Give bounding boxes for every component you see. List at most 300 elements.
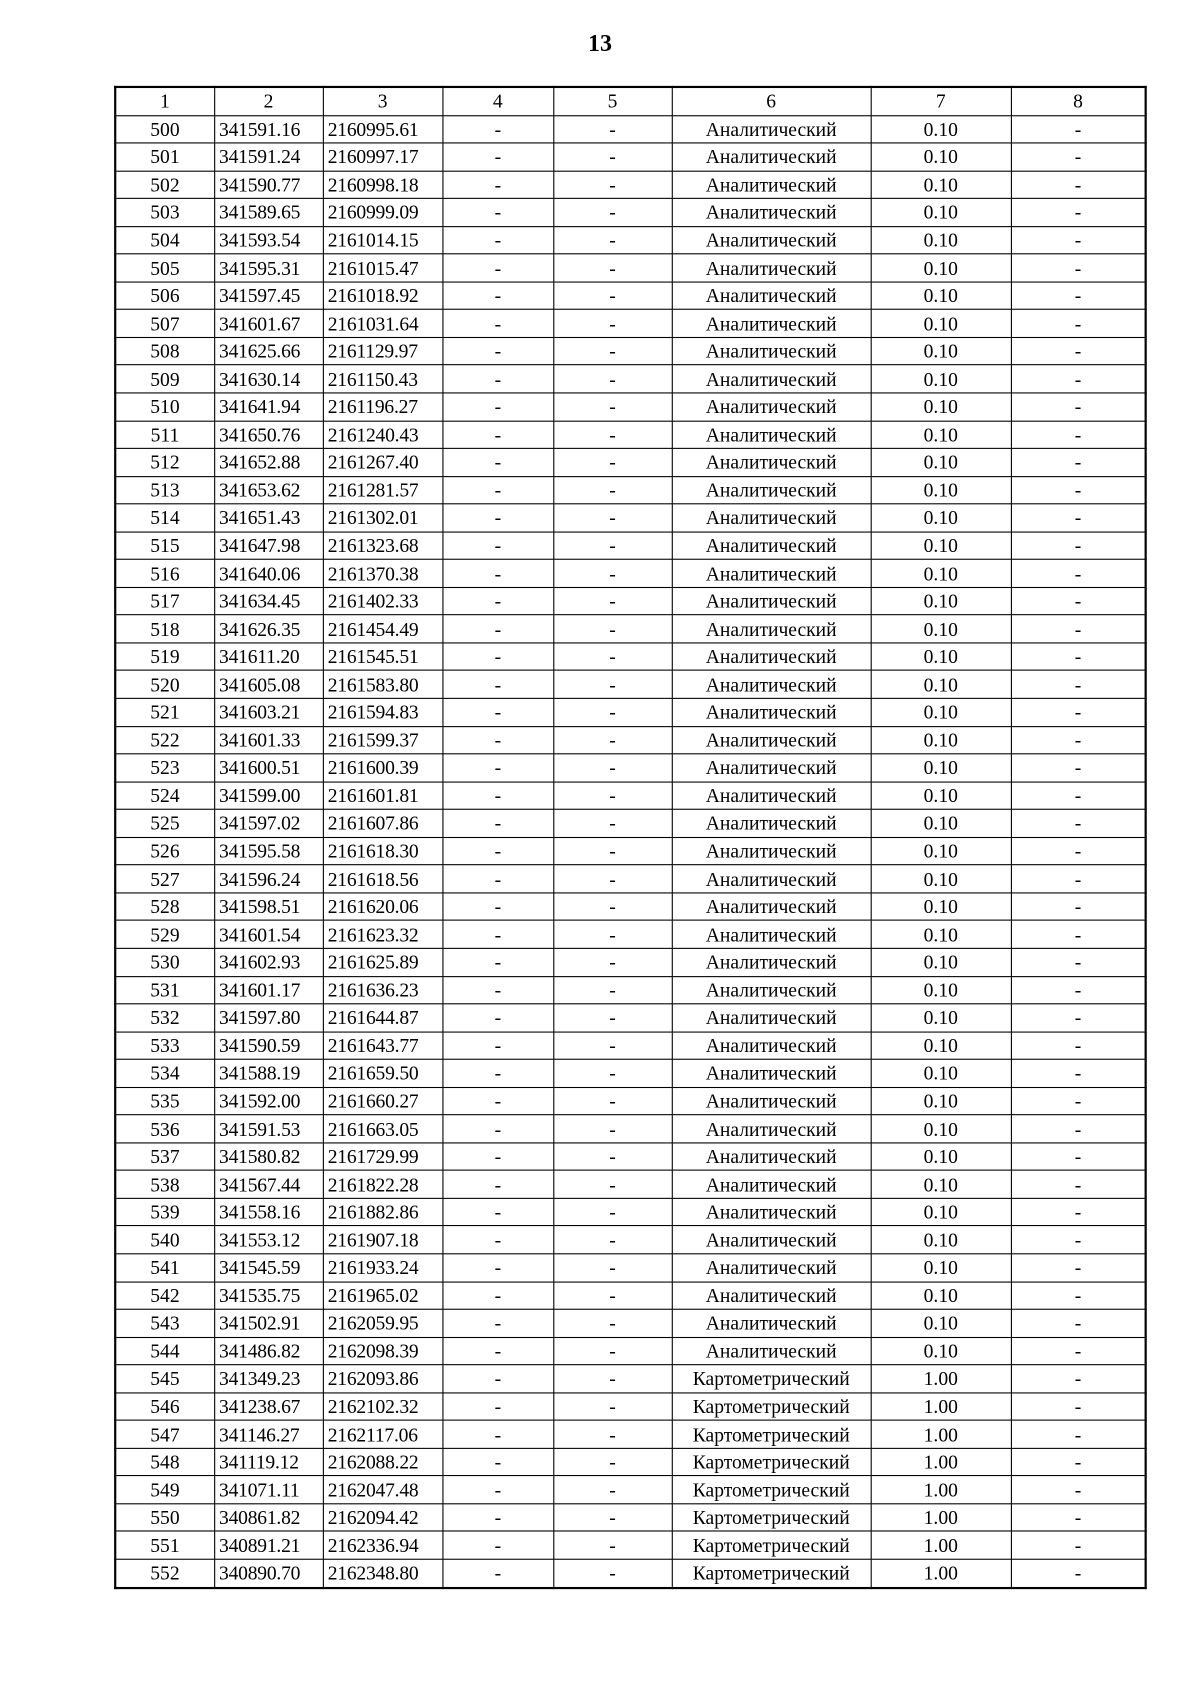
point-number-cell: 537 — [115, 1143, 214, 1171]
column-4-cell: - — [442, 448, 553, 476]
x-coordinate-cell: 341349.23 — [214, 1365, 323, 1393]
column-5-cell: - — [553, 143, 671, 171]
column-8-cell: - — [1011, 1254, 1146, 1282]
column-8-cell: - — [1011, 698, 1146, 726]
accuracy-cell: 0.10 — [871, 754, 1011, 782]
y-coordinate-cell: 2162336.94 — [323, 1531, 443, 1559]
method-cell: Аналитический — [672, 448, 871, 476]
point-number-cell: 551 — [115, 1531, 214, 1559]
y-coordinate-cell: 2161281.57 — [323, 476, 443, 504]
column-8-cell: - — [1011, 254, 1146, 282]
x-coordinate-cell: 341238.67 — [214, 1393, 323, 1421]
table-row — [115, 310, 1145, 338]
y-coordinate-cell: 2161620.06 — [323, 893, 443, 921]
table-row — [115, 337, 1145, 365]
accuracy-cell: 0.10 — [871, 1170, 1011, 1198]
column-8-cell: - — [1011, 809, 1146, 837]
column-4-cell: - — [442, 1309, 553, 1337]
method-cell: Картометрический — [672, 1504, 871, 1532]
column-8-cell: - — [1011, 1004, 1146, 1032]
y-coordinate-cell: 2161663.05 — [323, 1115, 443, 1143]
column-5-cell: - — [553, 976, 671, 1004]
point-number-cell: 534 — [115, 1059, 214, 1087]
column-5-cell: - — [553, 226, 671, 254]
table-row — [115, 1337, 1145, 1365]
x-coordinate-cell: 341630.14 — [214, 365, 323, 393]
column-8-cell: - — [1011, 1365, 1146, 1393]
accuracy-cell: 0.10 — [871, 837, 1011, 865]
method-cell: Аналитический — [672, 587, 871, 615]
x-coordinate-cell: 341600.51 — [214, 754, 323, 782]
table-row — [115, 726, 1145, 754]
column-8-cell: - — [1011, 171, 1146, 199]
column-8-cell: - — [1011, 1032, 1146, 1060]
column-8-cell: - — [1011, 1087, 1146, 1115]
column-5-cell: - — [553, 115, 671, 143]
method-cell: Аналитический — [672, 171, 871, 199]
column-4-cell: - — [442, 948, 553, 976]
x-coordinate-cell: 341634.45 — [214, 587, 323, 615]
x-coordinate-cell: 341502.91 — [214, 1309, 323, 1337]
x-coordinate-cell: 341596.24 — [214, 865, 323, 893]
column-header: 2 — [214, 87, 323, 115]
method-cell: Аналитический — [672, 476, 871, 504]
point-number-cell: 525 — [115, 809, 214, 837]
column-5-cell: - — [553, 1282, 671, 1310]
point-number-cell: 529 — [115, 921, 214, 949]
accuracy-cell: 0.10 — [871, 254, 1011, 282]
y-coordinate-cell: 2160998.18 — [323, 171, 443, 199]
point-number-cell: 502 — [115, 171, 214, 199]
column-4-cell: - — [442, 1420, 553, 1448]
column-4-cell: - — [442, 1531, 553, 1559]
column-8-cell: - — [1011, 476, 1146, 504]
accuracy-cell: 0.10 — [871, 560, 1011, 588]
accuracy-cell: 0.10 — [871, 1059, 1011, 1087]
x-coordinate-cell: 341588.19 — [214, 1059, 323, 1087]
point-number-cell: 547 — [115, 1420, 214, 1448]
column-4-cell: - — [442, 1059, 553, 1087]
column-5-cell: - — [553, 1476, 671, 1504]
table-row — [115, 448, 1145, 476]
column-8-cell: - — [1011, 1115, 1146, 1143]
table-row — [115, 1004, 1145, 1032]
method-cell: Аналитический — [672, 1254, 871, 1282]
y-coordinate-cell: 2161583.80 — [323, 671, 443, 699]
column-8-cell: - — [1011, 365, 1146, 393]
column-8-cell: - — [1011, 1476, 1146, 1504]
column-4-cell: - — [442, 1004, 553, 1032]
table-row — [115, 1170, 1145, 1198]
accuracy-cell: 0.10 — [871, 143, 1011, 171]
point-number-cell: 506 — [115, 282, 214, 310]
column-4-cell: - — [442, 504, 553, 532]
table-row — [115, 1531, 1145, 1559]
table-row — [115, 976, 1145, 1004]
accuracy-cell: 0.10 — [871, 921, 1011, 949]
column-4-cell: - — [442, 337, 553, 365]
point-number-cell: 522 — [115, 726, 214, 754]
column-4-cell: - — [442, 1032, 553, 1060]
column-8-cell: - — [1011, 1143, 1146, 1171]
point-number-cell: 536 — [115, 1115, 214, 1143]
point-number-cell: 552 — [115, 1559, 214, 1587]
column-4-cell: - — [442, 754, 553, 782]
accuracy-cell: 1.00 — [871, 1531, 1011, 1559]
table-row — [115, 754, 1145, 782]
accuracy-cell: 0.10 — [871, 1226, 1011, 1254]
column-5-cell: - — [553, 615, 671, 643]
y-coordinate-cell: 2162088.22 — [323, 1448, 443, 1476]
method-cell: Аналитический — [672, 615, 871, 643]
table-row — [115, 1198, 1145, 1226]
column-4-cell: - — [442, 643, 553, 671]
table-row — [115, 560, 1145, 588]
column-8-cell: - — [1011, 1170, 1146, 1198]
y-coordinate-cell: 2160999.09 — [323, 199, 443, 227]
y-coordinate-cell: 2161014.15 — [323, 226, 443, 254]
column-5-cell: - — [553, 1420, 671, 1448]
accuracy-cell: 0.10 — [871, 1115, 1011, 1143]
method-cell: Аналитический — [672, 1170, 871, 1198]
column-5-cell: - — [553, 310, 671, 338]
accuracy-cell: 0.10 — [871, 809, 1011, 837]
column-4-cell: - — [442, 171, 553, 199]
column-8-cell: - — [1011, 310, 1146, 338]
column-8-cell: - — [1011, 1337, 1146, 1365]
point-number-cell: 548 — [115, 1448, 214, 1476]
y-coordinate-cell: 2161659.50 — [323, 1059, 443, 1087]
column-4-cell: - — [442, 393, 553, 421]
x-coordinate-cell: 341591.16 — [214, 115, 323, 143]
point-number-cell: 545 — [115, 1365, 214, 1393]
column-5-cell: - — [553, 1531, 671, 1559]
column-4-cell: - — [442, 865, 553, 893]
column-8-cell: - — [1011, 587, 1146, 615]
method-cell: Аналитический — [672, 1309, 871, 1337]
point-number-cell: 538 — [115, 1170, 214, 1198]
table-row — [115, 1309, 1145, 1337]
column-8-cell: - — [1011, 504, 1146, 532]
point-number-cell: 511 — [115, 421, 214, 449]
accuracy-cell: 0.10 — [871, 726, 1011, 754]
column-8-cell: - — [1011, 921, 1146, 949]
column-4-cell: - — [442, 698, 553, 726]
point-number-cell: 530 — [115, 948, 214, 976]
y-coordinate-cell: 2161454.49 — [323, 615, 443, 643]
x-coordinate-cell: 341591.53 — [214, 1115, 323, 1143]
point-number-cell: 531 — [115, 976, 214, 1004]
x-coordinate-cell: 341119.12 — [214, 1448, 323, 1476]
x-coordinate-cell: 341590.59 — [214, 1032, 323, 1060]
column-8-cell: - — [1011, 1393, 1146, 1421]
table-row — [115, 782, 1145, 810]
point-number-cell: 503 — [115, 199, 214, 227]
accuracy-cell: 0.10 — [871, 310, 1011, 338]
point-number-cell: 501 — [115, 143, 214, 171]
table-row — [115, 643, 1145, 671]
column-4-cell: - — [442, 226, 553, 254]
column-4-cell: - — [442, 1559, 553, 1587]
column-5-cell: - — [553, 1448, 671, 1476]
method-cell: Картометрический — [672, 1393, 871, 1421]
table-row — [115, 115, 1145, 143]
column-5-cell: - — [553, 1365, 671, 1393]
x-coordinate-cell: 340890.70 — [214, 1559, 323, 1587]
column-4-cell: - — [442, 115, 553, 143]
method-cell: Картометрический — [672, 1559, 871, 1587]
method-cell: Аналитический — [672, 1115, 871, 1143]
column-8-cell: - — [1011, 448, 1146, 476]
method-cell: Аналитический — [672, 560, 871, 588]
point-number-cell: 532 — [115, 1004, 214, 1032]
column-5-cell: - — [553, 448, 671, 476]
accuracy-cell: 0.10 — [871, 115, 1011, 143]
column-4-cell: - — [442, 421, 553, 449]
method-cell: Аналитический — [672, 726, 871, 754]
column-8-cell: - — [1011, 393, 1146, 421]
x-coordinate-cell: 341597.45 — [214, 282, 323, 310]
method-cell: Аналитический — [672, 948, 871, 976]
column-4-cell: - — [442, 1115, 553, 1143]
y-coordinate-cell: 2162047.48 — [323, 1476, 443, 1504]
method-cell: Аналитический — [672, 282, 871, 310]
x-coordinate-cell: 341641.94 — [214, 393, 323, 421]
point-number-cell: 510 — [115, 393, 214, 421]
column-5-cell: - — [553, 1559, 671, 1587]
point-number-cell: 512 — [115, 448, 214, 476]
column-5-cell: - — [553, 643, 671, 671]
point-number-cell: 521 — [115, 698, 214, 726]
accuracy-cell: 0.10 — [871, 1004, 1011, 1032]
column-4-cell: - — [442, 1087, 553, 1115]
point-number-cell: 528 — [115, 893, 214, 921]
table-row — [115, 1420, 1145, 1448]
column-8-cell: - — [1011, 893, 1146, 921]
point-number-cell: 520 — [115, 671, 214, 699]
column-header: 6 — [672, 87, 871, 115]
accuracy-cell: 0.10 — [871, 171, 1011, 199]
column-4-cell: - — [442, 143, 553, 171]
column-8-cell: - — [1011, 726, 1146, 754]
accuracy-cell: 0.10 — [871, 976, 1011, 1004]
table-row — [115, 1448, 1145, 1476]
y-coordinate-cell: 2161599.37 — [323, 726, 443, 754]
method-cell: Аналитический — [672, 643, 871, 671]
y-coordinate-cell: 2162059.95 — [323, 1309, 443, 1337]
method-cell: Картометрический — [672, 1476, 871, 1504]
column-8-cell: - — [1011, 1198, 1146, 1226]
accuracy-cell: 0.10 — [871, 587, 1011, 615]
x-coordinate-cell: 341595.31 — [214, 254, 323, 282]
y-coordinate-cell: 2161018.92 — [323, 282, 443, 310]
column-8-cell: - — [1011, 115, 1146, 143]
column-8-cell: - — [1011, 143, 1146, 171]
column-5-cell: - — [553, 1337, 671, 1365]
accuracy-cell: 0.10 — [871, 504, 1011, 532]
x-coordinate-cell: 341597.02 — [214, 809, 323, 837]
point-number-cell: 509 — [115, 365, 214, 393]
method-cell: Аналитический — [672, 393, 871, 421]
point-number-cell: 543 — [115, 1309, 214, 1337]
x-coordinate-cell: 341601.67 — [214, 310, 323, 338]
column-8-cell: - — [1011, 1448, 1146, 1476]
method-cell: Аналитический — [672, 199, 871, 227]
accuracy-cell: 0.10 — [871, 365, 1011, 393]
table-row — [115, 837, 1145, 865]
table-row — [115, 1115, 1145, 1143]
accuracy-cell: 0.10 — [871, 893, 1011, 921]
column-8-cell: - — [1011, 976, 1146, 1004]
point-number-cell: 542 — [115, 1282, 214, 1310]
point-number-cell: 535 — [115, 1087, 214, 1115]
column-8-cell: - — [1011, 671, 1146, 699]
column-4-cell: - — [442, 1448, 553, 1476]
accuracy-cell: 1.00 — [871, 1476, 1011, 1504]
column-5-cell: - — [553, 1087, 671, 1115]
point-number-cell: 508 — [115, 337, 214, 365]
x-coordinate-cell: 340861.82 — [214, 1504, 323, 1532]
x-coordinate-cell: 341598.51 — [214, 893, 323, 921]
column-5-cell: - — [553, 948, 671, 976]
method-cell: Аналитический — [672, 754, 871, 782]
accuracy-cell: 0.10 — [871, 1198, 1011, 1226]
y-coordinate-cell: 2161660.27 — [323, 1087, 443, 1115]
x-coordinate-cell: 341626.35 — [214, 615, 323, 643]
x-coordinate-cell: 341591.24 — [214, 143, 323, 171]
y-coordinate-cell: 2161594.83 — [323, 698, 443, 726]
header-row — [115, 87, 1145, 115]
column-8-cell: - — [1011, 948, 1146, 976]
column-5-cell: - — [553, 1115, 671, 1143]
column-4-cell: - — [442, 671, 553, 699]
column-5-cell: - — [553, 587, 671, 615]
column-8-cell: - — [1011, 643, 1146, 671]
point-number-cell: 546 — [115, 1393, 214, 1421]
column-5-cell: - — [553, 365, 671, 393]
x-coordinate-cell: 341601.54 — [214, 921, 323, 949]
y-coordinate-cell: 2161129.97 — [323, 337, 443, 365]
y-coordinate-cell: 2161150.43 — [323, 365, 443, 393]
x-coordinate-cell: 341652.88 — [214, 448, 323, 476]
accuracy-cell: 0.10 — [871, 282, 1011, 310]
x-coordinate-cell: 341651.43 — [214, 504, 323, 532]
accuracy-cell: 1.00 — [871, 1504, 1011, 1532]
table-row — [115, 226, 1145, 254]
column-5-cell: - — [553, 754, 671, 782]
method-cell: Аналитический — [672, 504, 871, 532]
x-coordinate-cell: 341640.06 — [214, 560, 323, 588]
column-5-cell: - — [553, 1004, 671, 1032]
column-4-cell: - — [442, 282, 553, 310]
method-cell: Аналитический — [672, 1337, 871, 1365]
x-coordinate-cell: 341625.66 — [214, 337, 323, 365]
y-coordinate-cell: 2161729.99 — [323, 1143, 443, 1171]
x-coordinate-cell: 341650.76 — [214, 421, 323, 449]
y-coordinate-cell: 2161031.64 — [323, 310, 443, 338]
column-5-cell: - — [553, 893, 671, 921]
accuracy-cell: 1.00 — [871, 1559, 1011, 1587]
column-8-cell: - — [1011, 199, 1146, 227]
column-4-cell: - — [442, 1476, 553, 1504]
x-coordinate-cell: 341593.54 — [214, 226, 323, 254]
y-coordinate-cell: 2161323.68 — [323, 532, 443, 560]
column-5-cell: - — [553, 671, 671, 699]
y-coordinate-cell: 2161601.81 — [323, 782, 443, 810]
point-number-cell: 507 — [115, 310, 214, 338]
point-number-cell: 524 — [115, 782, 214, 810]
table-row — [115, 1393, 1145, 1421]
column-8-cell: - — [1011, 782, 1146, 810]
column-4-cell: - — [442, 1282, 553, 1310]
method-cell: Аналитический — [672, 698, 871, 726]
table-row — [115, 1059, 1145, 1087]
table-row — [115, 1282, 1145, 1310]
method-cell: Аналитический — [672, 226, 871, 254]
y-coordinate-cell: 2161644.87 — [323, 1004, 443, 1032]
column-5-cell: - — [553, 1504, 671, 1532]
column-8-cell: - — [1011, 532, 1146, 560]
y-coordinate-cell: 2161600.39 — [323, 754, 443, 782]
accuracy-cell: 0.10 — [871, 393, 1011, 421]
y-coordinate-cell: 2160995.61 — [323, 115, 443, 143]
x-coordinate-cell: 341567.44 — [214, 1170, 323, 1198]
y-coordinate-cell: 2161545.51 — [323, 643, 443, 671]
method-cell: Аналитический — [672, 310, 871, 338]
accuracy-cell: 0.10 — [871, 865, 1011, 893]
table-row — [115, 365, 1145, 393]
method-cell: Аналитический — [672, 1198, 871, 1226]
x-coordinate-cell: 341647.98 — [214, 532, 323, 560]
method-cell: Картометрический — [672, 1531, 871, 1559]
column-8-cell: - — [1011, 1504, 1146, 1532]
table-row — [115, 282, 1145, 310]
table-row — [115, 1032, 1145, 1060]
column-5-cell: - — [553, 865, 671, 893]
y-coordinate-cell: 2162093.86 — [323, 1365, 443, 1393]
y-coordinate-cell: 2161643.77 — [323, 1032, 443, 1060]
method-cell: Аналитический — [672, 1282, 871, 1310]
method-cell: Аналитический — [672, 365, 871, 393]
table-row — [115, 698, 1145, 726]
accuracy-cell: 0.10 — [871, 199, 1011, 227]
method-cell: Аналитический — [672, 1087, 871, 1115]
x-coordinate-cell: 341558.16 — [214, 1198, 323, 1226]
column-4-cell: - — [442, 1504, 553, 1532]
column-4-cell: - — [442, 837, 553, 865]
method-cell: Аналитический — [672, 1226, 871, 1254]
accuracy-cell: 0.10 — [871, 1032, 1011, 1060]
column-4-cell: - — [442, 560, 553, 588]
accuracy-cell: 0.10 — [871, 1087, 1011, 1115]
x-coordinate-cell: 341545.59 — [214, 1254, 323, 1282]
accuracy-cell: 0.10 — [871, 337, 1011, 365]
point-number-cell: 517 — [115, 587, 214, 615]
column-4-cell: - — [442, 809, 553, 837]
column-5-cell: - — [553, 1198, 671, 1226]
point-number-cell: 526 — [115, 837, 214, 865]
table-row — [115, 1143, 1145, 1171]
y-coordinate-cell: 2161623.32 — [323, 921, 443, 949]
point-number-cell: 549 — [115, 1476, 214, 1504]
column-5-cell: - — [553, 504, 671, 532]
y-coordinate-cell: 2161607.86 — [323, 809, 443, 837]
x-coordinate-cell: 341611.20 — [214, 643, 323, 671]
table-row — [115, 393, 1145, 421]
point-number-cell: 504 — [115, 226, 214, 254]
column-4-cell: - — [442, 587, 553, 615]
accuracy-cell: 1.00 — [871, 1393, 1011, 1421]
